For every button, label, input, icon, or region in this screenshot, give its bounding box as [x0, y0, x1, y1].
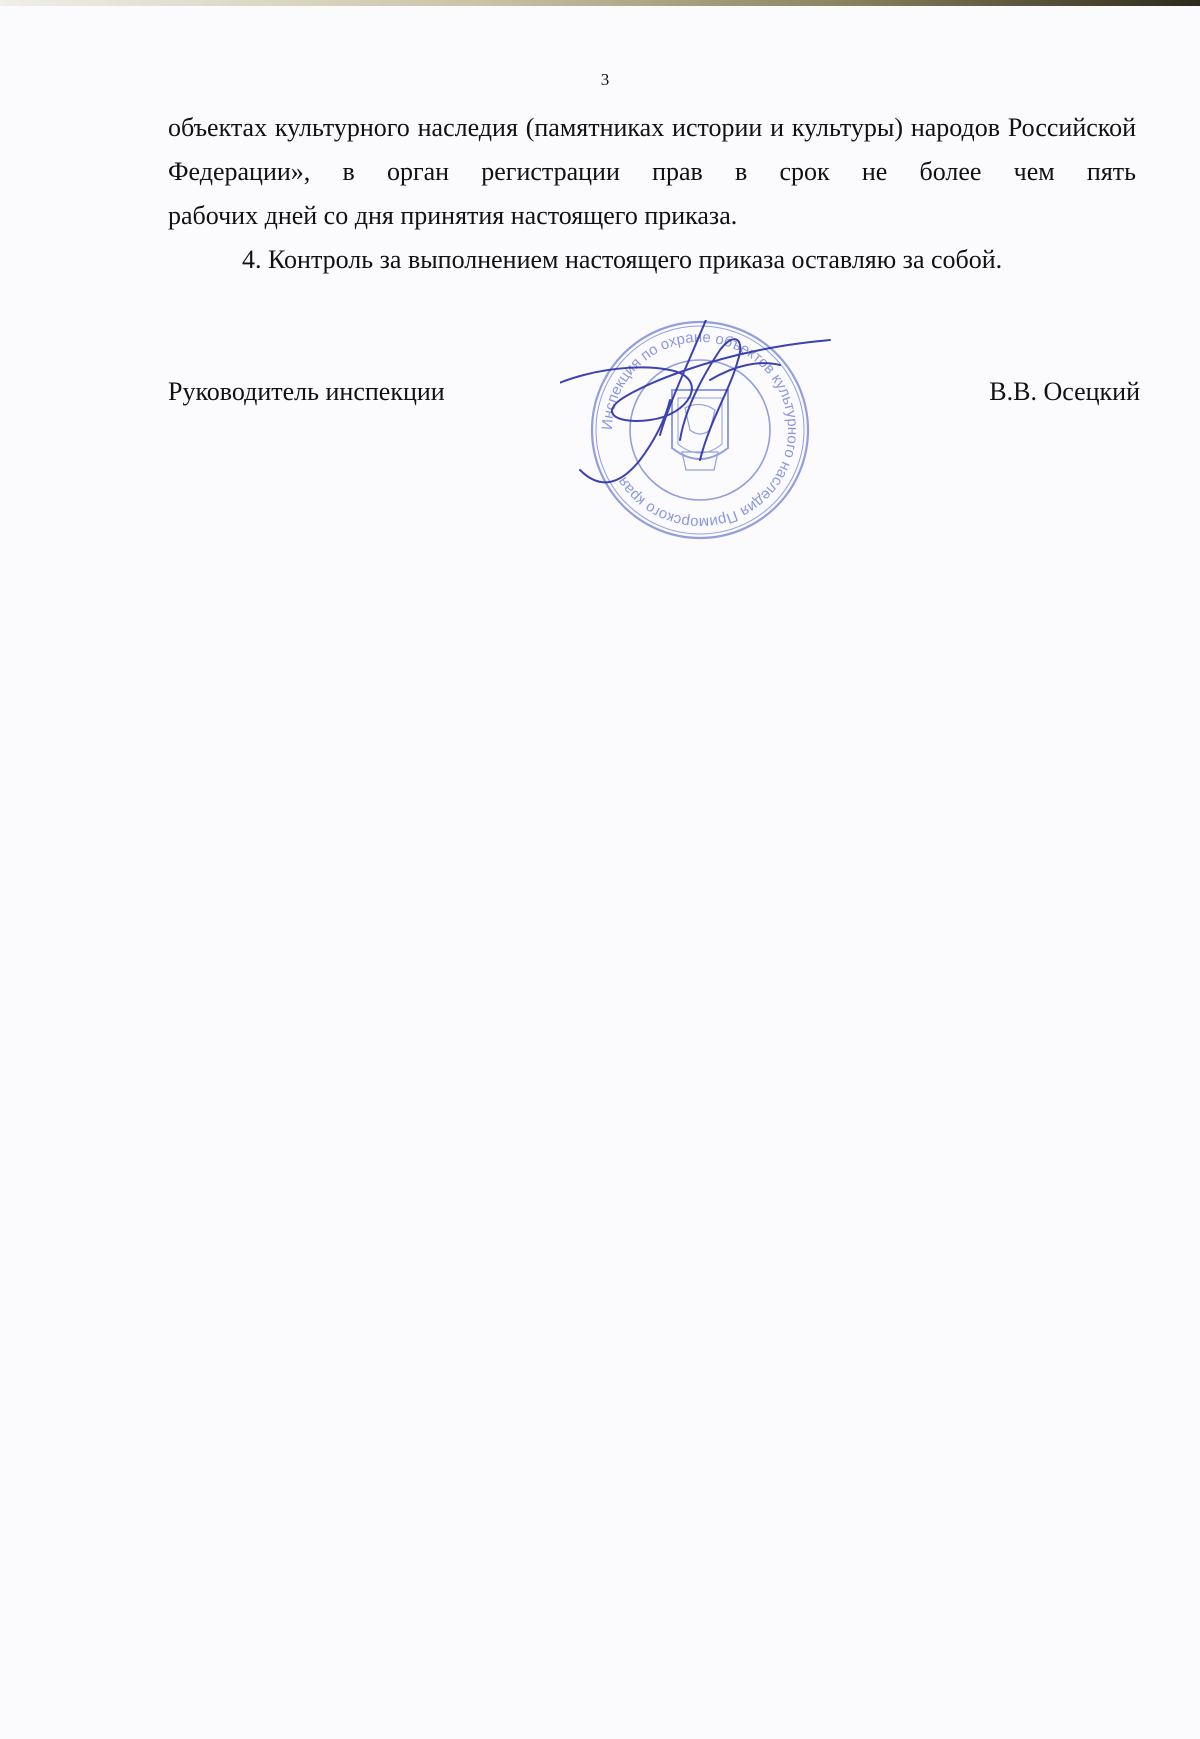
- page-number: 3: [600, 70, 610, 89]
- signer-position: Руководитель инспекции: [168, 377, 445, 406]
- body-text: [168, 106, 1136, 282]
- paragraph-continuation: объектах культурного наследия (памятниках истории и культуры) народов Российской Федерации», в орган регистрации прав в срок не более чем пять: [168, 113, 1136, 186]
- paragraph-control-clause: 4. Контроль за выполнением настоящего приказа оставляю за собой.: [242, 245, 1003, 274]
- paragraph-continuation-end: рабочих дней со дня принятия настоящего приказа.: [168, 201, 738, 230]
- official-stamp-icon: [560, 320, 920, 550]
- signer-name: В.В. Осецкий: [989, 377, 1140, 406]
- stamp-outer-text: Инспекция по охране объектов культурного наследия Приморского края: [598, 328, 802, 532]
- scan-edge: [0, 0, 1200, 6]
- stamp-and-signature: [560, 320, 920, 550]
